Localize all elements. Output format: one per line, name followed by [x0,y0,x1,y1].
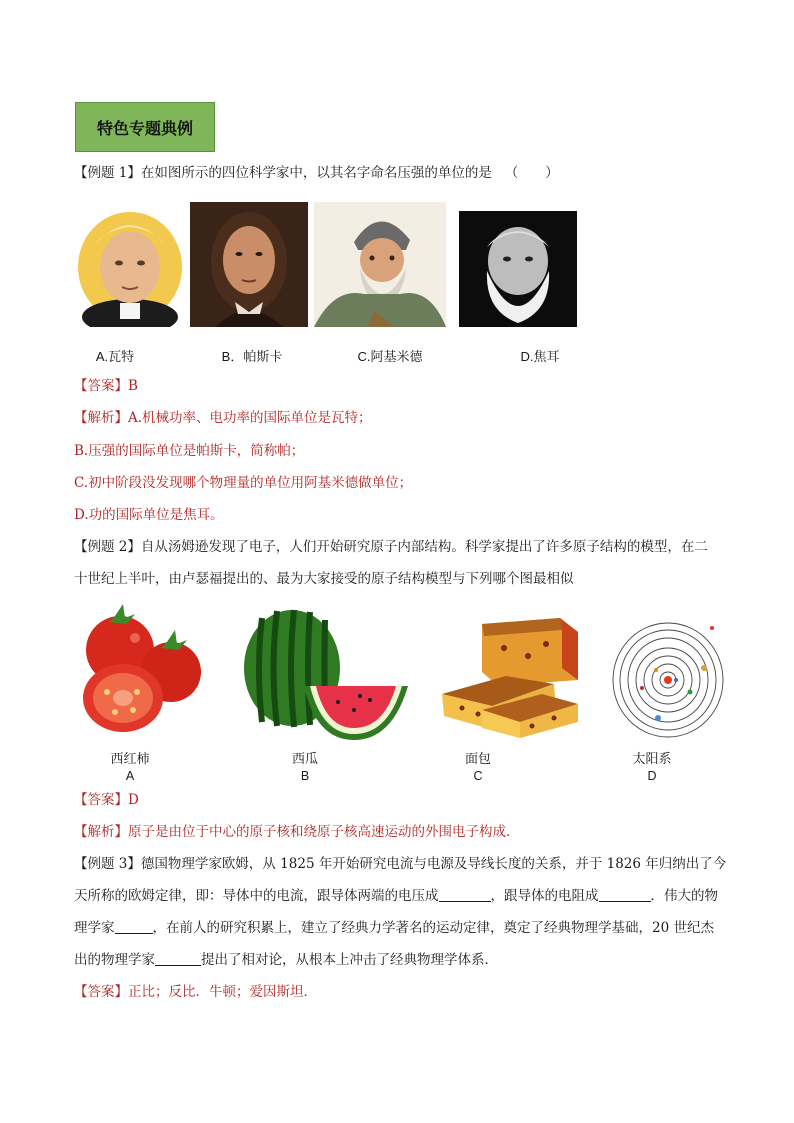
example-1-analysis-4: D.功的国际单位是焦耳。 [74,507,224,523]
analysis-tag: 【解析】 [74,824,128,840]
caption-bread: 面包 [464,751,491,766]
section-banner: 特色专题典例 [75,102,215,152]
letter-d: D [647,769,657,783]
option-b-label: B．帕斯卡 [221,349,283,364]
option-c-label: C.阿基米德 [357,349,423,364]
example-2-answer [74,790,139,810]
example-3-tag: 【例题 3】 [74,856,141,872]
example-3-line-2 [74,886,718,906]
portrait-pascal-image [190,202,308,327]
portrait-joule-image [459,211,577,327]
example-1-analysis-1 [74,408,372,428]
example-2-question-line-1 [74,537,708,557]
example-2-question-line-2: 十世纪上半叶，由卢瑟福提出的、最为大家接受的原子结构模型与下列哪个图最相似 [74,571,574,587]
caption-tomato: 西红柿 [110,751,150,766]
caption-watermelon: 西瓜 [291,751,318,766]
analysis-text: A.机械功率、电功率的国际单位是瓦特； [128,410,372,426]
letter-c: C [473,769,483,783]
bread-image [442,614,578,738]
letter-b: B [300,769,310,783]
watermelon-image [242,606,408,740]
example-1-paren: （ ） [504,165,559,181]
answer-text: 正比；反比．牛顿；爱因斯坦． [128,984,317,1000]
example-1-tag: 【例题 1】 [74,165,141,181]
blank-3 [115,919,153,934]
example-2-analysis [74,822,520,842]
example-1-analysis-2: B.压强的国际单位是帕斯卡，简称帕； [74,443,305,459]
example-3-text-2a: 天所称的欧姆定律，即：导体中的电流，跟导体两端的电压成 [74,888,439,904]
example-3-line-3 [74,918,714,938]
example-1-question [74,163,559,183]
example-1-text: 在如图所示的四位科学家中，以其名字命名压强的单位的是 [140,165,492,181]
answer-tag: 【答案】 [74,792,128,808]
example-3-line-4 [74,950,498,970]
tomato-image [75,598,205,740]
example-3-text-4a: 出的物理学家 [74,952,155,968]
example-3-text-1: 德国物理学家欧姆，从 1825 年开始研究电流与电源及导线长度的关系，并于 1826 年归纳出了今 [140,856,727,872]
blank-1 [439,887,491,902]
answer-text: B [128,378,138,394]
answer-tag: 【答案】 [74,984,128,1000]
example-3-text-4b: 提出了相对论，从根本上冲击了经典物理学体系． [201,952,498,968]
blank-2 [599,887,651,902]
caption-solar-system: 太阳系 [632,751,672,766]
answer-text: D [128,792,139,808]
analysis-tag: 【解析】 [74,410,128,426]
letter-a: A [125,769,135,783]
solar-system-image [612,618,724,738]
example-3-text-2b: ，跟导体的电阻成 [490,888,599,904]
analysis-text: 原子是由位于中心的原子核和绕原子核高速运动的外围电子构成． [128,824,520,840]
portrait-watt-image [75,205,185,327]
example-3-line-1 [74,854,726,874]
example-3-answer [74,982,317,1002]
option-a-label: A.瓦特 [95,349,135,364]
example-3-text-3b: ，在前人的研究积累上，建立了经典力学著名的运动定律，奠定了经典物理学基础，20 世纪杰 [152,920,714,936]
example-1-answer [74,376,138,396]
example-1-analysis-3: C.初中阶段没发现哪个物理量的单位用阿基米德做单位； [74,475,413,491]
example-3-text-2c: ．伟大的物 [650,888,718,904]
example-2-tag: 【例题 2】 [74,539,141,555]
example-3-text-3a: 理学家 [74,920,115,936]
blank-4 [155,951,201,966]
portrait-archimedes-image [314,202,446,327]
example-2-text-1: 自从汤姆逊发现了电子，人们开始研究原子内部结构。科学家提出了许多原子结构的模型，在二 [140,539,708,555]
answer-tag: 【答案】 [74,378,128,394]
option-d-label: D.焦耳 [520,349,560,364]
